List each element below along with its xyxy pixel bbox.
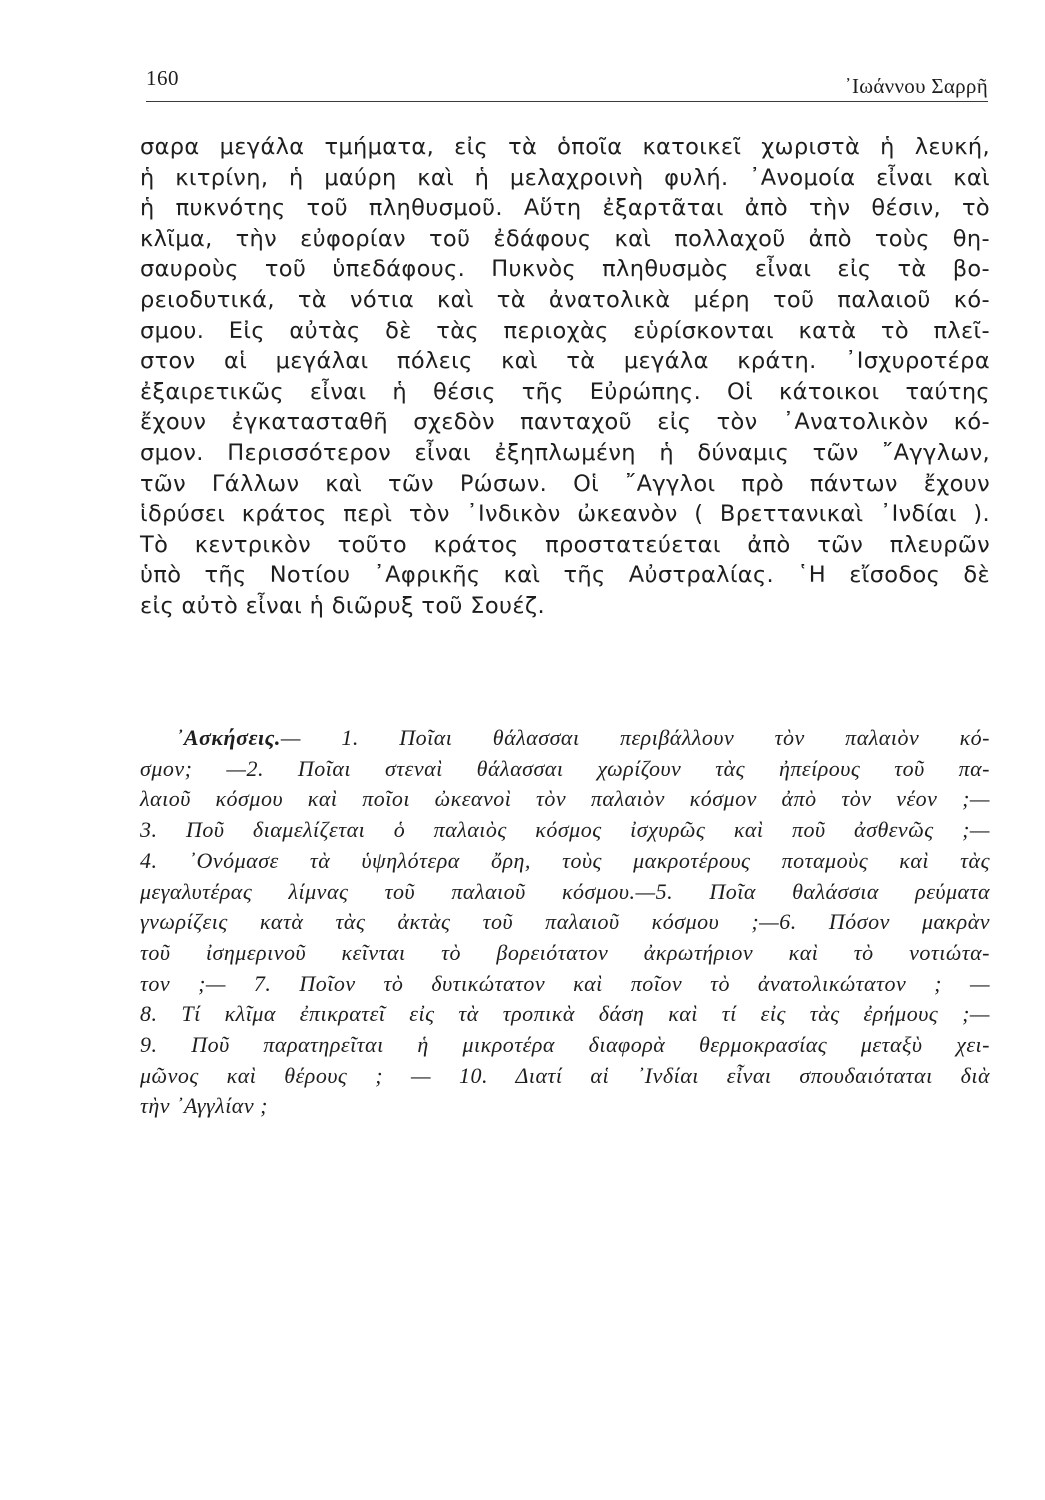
exercise-line: λαιοῦ κόσμου καὶ ποῖοι ὠκεανοὶ τὸν παλαιὸν κόσμον ἀπὸ τὸν νέον ;—	[140, 786, 990, 812]
text-line: ἡ κιτρίνη, ἡ μαύρη καὶ ἡ μελαχροινὴ φυλή. ᾿Ανομοία εἶναι καὶ	[140, 164, 990, 191]
text-line: σμου. Εἰς αὐτὰς δὲ τὰς περιοχὰς εὑρίσκονται κατὰ τὸ πλεῖ-	[140, 317, 990, 344]
text-line: τῶν Γάλλων καὶ τῶν Ρώσων. Οἱ ῎Αγγλοι πρὸ πάντων ἔχουν	[140, 470, 990, 497]
exercise-text: — 1. Ποῖαι θάλασσαι περιβάλλουν τὸν παλαιὸν κό-	[280, 725, 990, 750]
exercise-line	[140, 723, 990, 754]
exercise-line: τον ;— 7. Ποῖον τὸ δυτικώτατον καὶ ποῖον τὸ ἀνατολικώτατον ; —	[140, 970, 990, 996]
text-line: σαυροὺς τοῦ ὑπεδάφους. Πυκνὸς πληθυσμὸς εἶναι εἰς τὰ βο-	[140, 256, 990, 283]
exercise-line: μεγαλυτέρας λίμνας τοῦ παλαιοῦ κόσμου.—5. Ποῖα θαλάσσια ρεύματα	[140, 878, 990, 904]
exercises-title: ᾿Ασκήσεις.	[176, 725, 281, 750]
running-head-author: ᾿Ιωάννου Σαρρῆ	[844, 74, 988, 98]
main-paragraph	[140, 132, 990, 622]
exercise-line: τὴν ᾿Αγγλίαν ;	[140, 1093, 268, 1119]
text-line: κλῖμα, τὴν εὐφορίαν τοῦ ἐδάφους καὶ πολλαχοῦ ἀπὸ τοὺς θη-	[140, 225, 990, 252]
exercise-line: 8. Τί κλῖμα ἐπικρατεῖ εἰς τὰ τροπικὰ δάση καὶ τί εἰς τὰς ἐρήμους ;—	[140, 1001, 990, 1027]
text-line: ὑπὸ τῆς Νοτίου ᾿Αφρικῆς καὶ τῆς Αὐστραλίας. ῾Η εἴσοδος δὲ	[140, 562, 990, 589]
exercise-line: γνωρίζεις κατὰ τὰς ἀκτὰς τοῦ παλαιοῦ κόσμου ;—6. Πόσον μακρὰν	[140, 909, 990, 935]
exercise-line: σμον; —2. Ποῖαι στεναὶ θάλασσαι χωρίζουν τὰς ἠπείρους τοῦ πα-	[140, 755, 990, 781]
exercise-line: 3. Ποῦ διαμελίζεται ὁ παλαιὸς κόσμος ἰσχυρῶς καὶ ποῦ ἀσθενῶς ;—	[140, 817, 990, 843]
exercise-line: τοῦ ἰσημερινοῦ κεῖνται τὸ βορειότατον ἀκρωτήριον καὶ τὸ νοτιώτα-	[140, 939, 990, 965]
text-line: ἔχουν ἐγκατασταθῆ σχεδὸν πανταχοῦ εἰς τὸν ᾿Ανατολικὸν κό-	[140, 409, 990, 436]
header-rule	[146, 101, 988, 102]
exercise-line: μῶνος καὶ θέρους ; — 10. Διατί αἱ ᾿Ινδίαι εἶναι σπουδαιόταται διὰ	[140, 1062, 990, 1088]
text-line: Τὸ κεντρικὸν τοῦτο κράτος προστατεύεται ἀπὸ τῶν πλευρῶν	[140, 531, 990, 558]
text-line: ἱδρύσει κράτος περὶ τὸν ᾿Ινδικὸν ὠκεανὸν ( Βρεττανικαὶ ᾿Ινδίαι ).	[140, 501, 990, 528]
text-line: σαρα μεγάλα τμήματα, εἰς τὰ ὁποῖα κατοικεῖ χωριστὰ ἡ λευκή,	[140, 134, 990, 160]
exercise-line: 9. Ποῦ παρατηρεῖται ἡ μικροτέρα διαφορὰ θερμοκρασίας μεταξὺ χει-	[140, 1032, 990, 1058]
text-line: στον αἱ μεγάλαι πόλεις καὶ τὰ μεγάλα κράτη. ᾿Ισχυροτέρα	[140, 348, 990, 375]
page-number: 160	[146, 66, 179, 90]
text-line: ἐξαιρετικῶς εἶναι ἡ θέσις τῆς Εὐρώπης. Οἱ κάτοικοι ταύτης	[140, 378, 990, 405]
exercises-section	[140, 723, 990, 1122]
text-line: ρειοδυτικά, τὰ νότια καὶ τὰ ἀνατολικὰ μέρη τοῦ παλαιοῦ κό-	[140, 286, 990, 313]
text-line: ἡ πυκνότης τοῦ πληθυσμοῦ. Αὕτη ἐξαρτᾶται ἀπὸ τὴν θέσιν, τὸ	[140, 195, 990, 222]
exercise-line: 4. ᾿Ονόμασε τὰ ὑψηλότερα ὄρη, τοὺς μακροτέρους ποταμοὺς καὶ τὰς	[140, 847, 990, 873]
text-line: εἰς αὐτὸ εἶναι ἡ διῶρυξ τοῦ Σουέζ.	[140, 592, 545, 619]
text-line: σμον. Περισσότερον εἶναι ἐξηπλωμένη ἡ δύναμις τῶν ῎Αγγλων,	[140, 439, 990, 466]
page-header	[146, 62, 988, 106]
